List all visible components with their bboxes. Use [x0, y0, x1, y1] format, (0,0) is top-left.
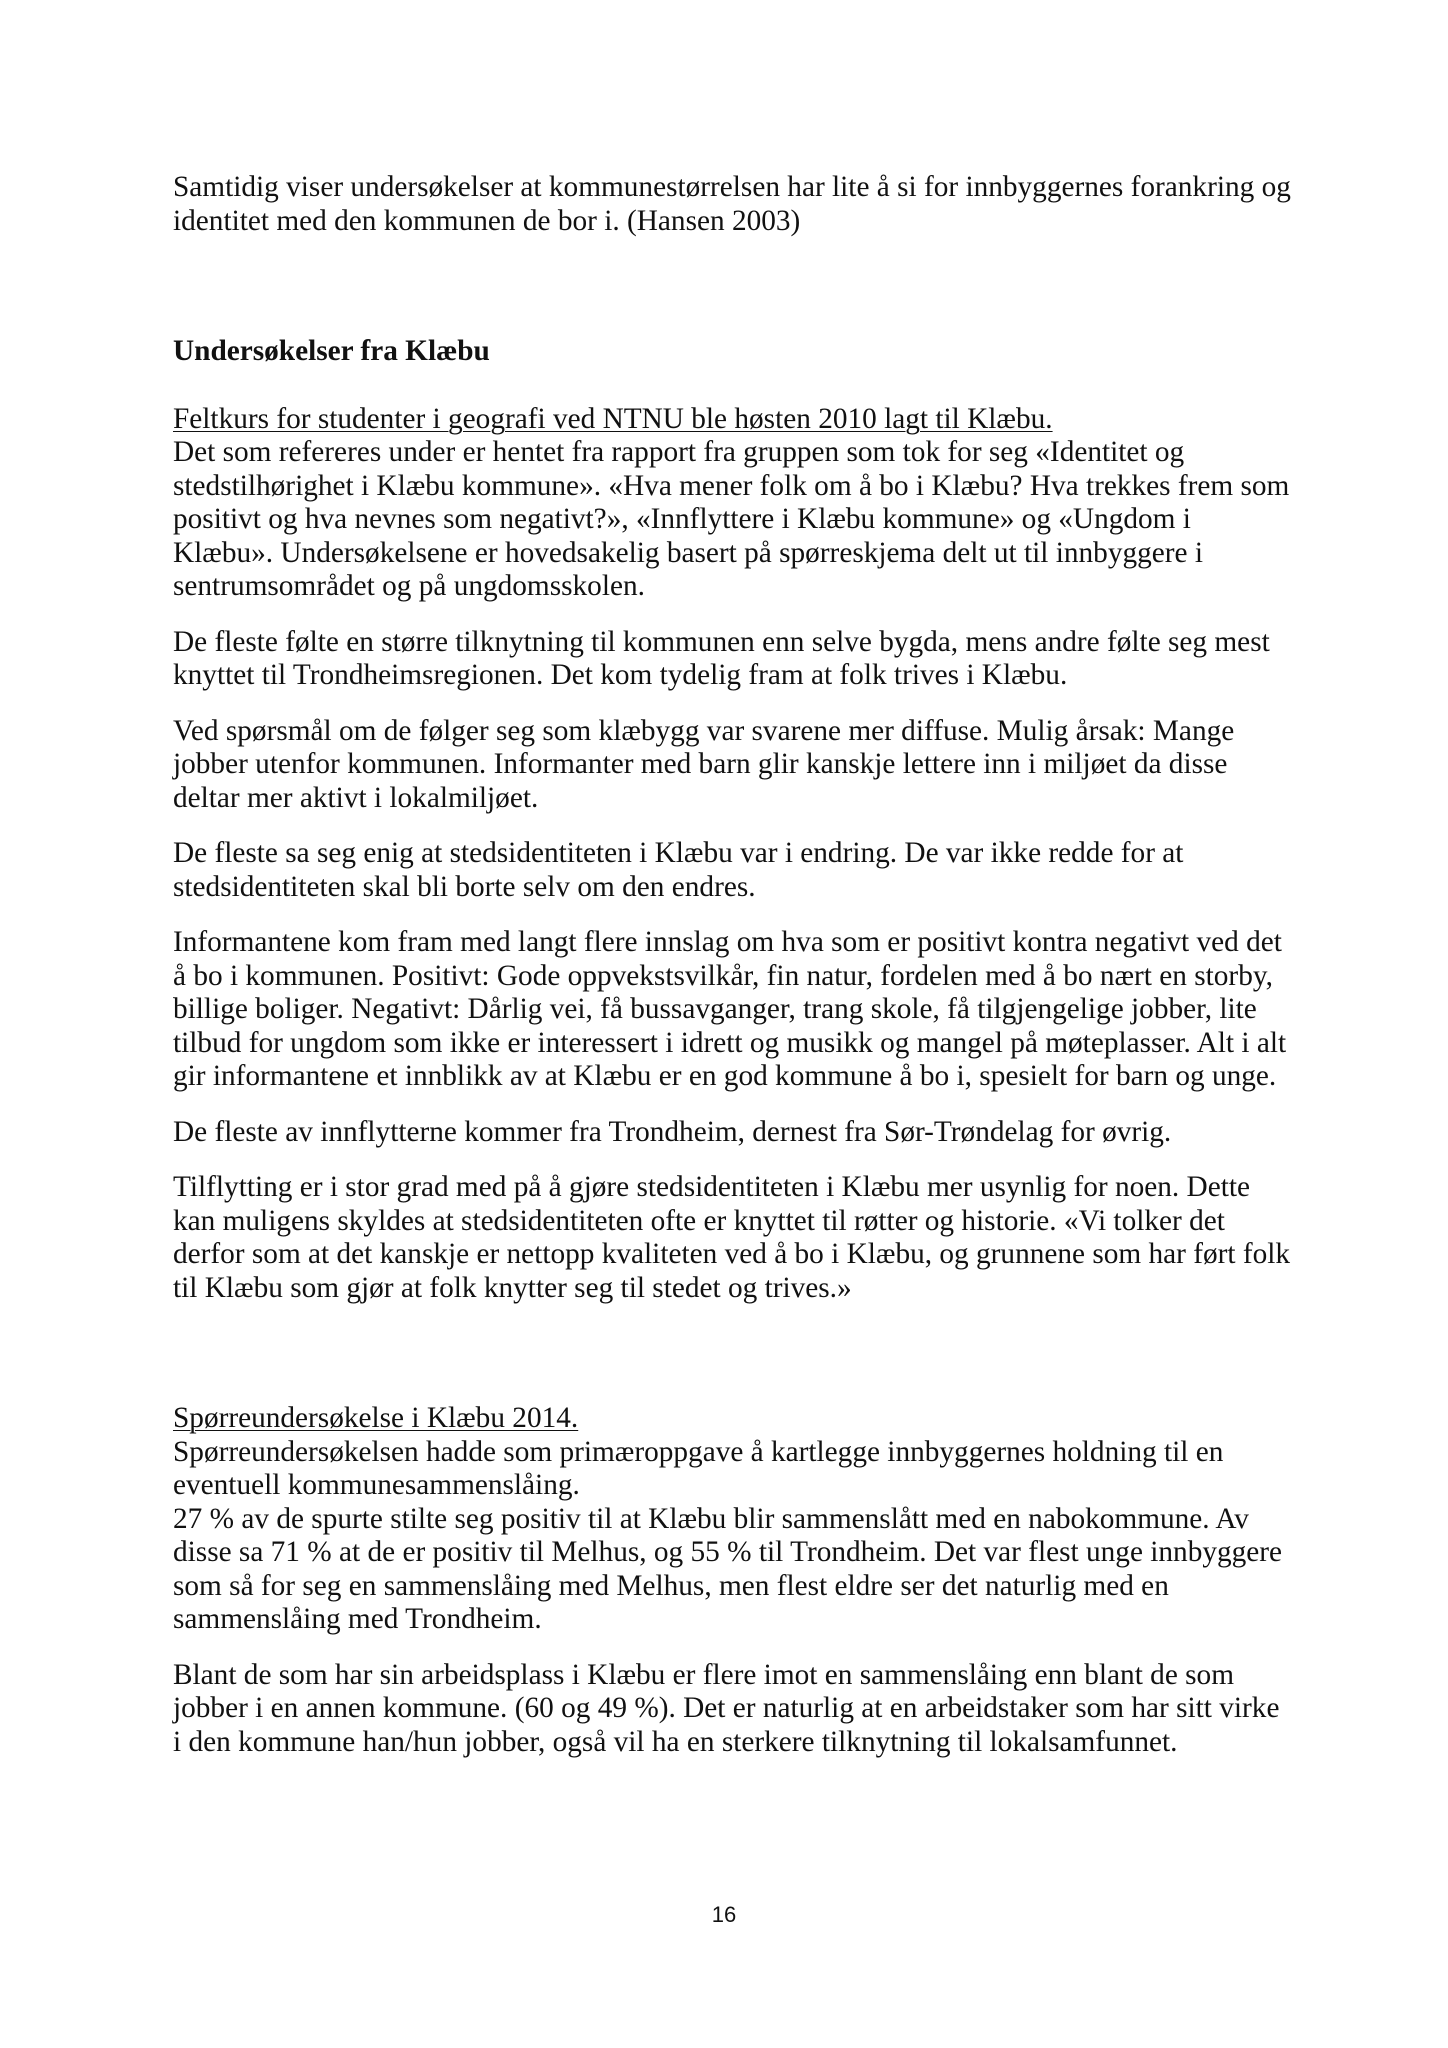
paragraph-intro: Samtidig viser undersøkelser at kommunestørrelsen har lite å si for innbyggernes forankring og identitet med den kommunen de bor i. (Hansen 2003) — [173, 171, 1291, 237]
page-body — [173, 171, 1293, 1759]
page-number: 16 — [711, 1902, 737, 1927]
paragraph-positivt-negativt: Informantene kom fram med langt flere innslag om hva som er positivt kontra negativt ved det å bo i kommunen. Positivt: Gode oppvekstsvilkår, fin natur, fordelen med å bo nært en storby, billige boliger. Negativt: Dårlig vei, få bussavganger, trang skole, få tilgjengelige jobber, lite tilbud for ungdom som ikke er interessert i idrett og musikk og mangel på møteplasser. Alt i alt gir informantene et innblikk av at Klæbu er en god kommune å bo i, spesielt for barn og unge. — [173, 926, 1287, 1092]
paragraph-tilknytning: De fleste følte en større tilknytning til kommunen enn selve bygda, mens andre følte seg mest knyttet til Trondheimsregionen. Det kom tydelig fram at folk trives i Klæbu. — [173, 625, 1270, 691]
survey-title: Spørreundersøkelse i Klæbu 2014. — [173, 1402, 579, 1434]
paragraph-feltkurs-body: Det som refereres under er hentet fra rapport fra gruppen som tok for seg «Identitet og stedstilhørighet i Klæbu kommune». «Hva mener folk om å bo i Klæbu? Hva trekkes frem som positivt og hva nevnes som negativt?», «Innflyttere i Klæbu kommune» og «Ungdom i Klæbu». Undersøkelsene er hovedsakelig basert på spørreskjema delt ut til innbyggere i sentrumsområdet og på ungdomsskolen. — [173, 436, 1290, 602]
paragraph-stedsidentitet: De fleste sa seg enig at stedsidentiteten i Klæbu var i endring. De var ikke redde for at stedsidentiteten skal bli borte selv om den endres. — [173, 837, 1184, 903]
section-heading: Undersøkelser fra Klæbu — [173, 335, 490, 367]
paragraph-arbeidsplass: Blant de som har sin arbeidsplass i Klæbu er flere imot en sammenslåing enn blant de som jobber i en annen kommune. (60 og 49 %). Det er naturlig at en arbeidstaker som har sitt virke i den kommune han/hun jobber, også vil ha en sterkere tilknytning til lokalsamfunnet. — [173, 1658, 1280, 1758]
paragraph-survey-results: 27 % av de spurte stilte seg positiv til at Klæbu blir sammenslått med en nabokommune. Av disse sa 71 % at de er positiv til Melhus, og 55 % til Trondheim. Det var flest unge innbyggere som så for seg en sammenslåing med Melhus, men flest eldre ser det naturlig med en sammenslåing med Trondheim. — [173, 1502, 1283, 1635]
paragraph-survey-purpose: Spørreundersøkelsen hadde som primæroppgave å kartlegge innbyggernes holdning til en eventuell kommunesammenslåing. — [173, 1435, 1224, 1501]
paragraph-innflyttere: De fleste av innflytterne kommer fra Trondheim, dernest fra Sør-Trøndelag for øvrig. — [173, 1115, 1172, 1148]
paragraph-klaebygg: Ved spørsmål om de følger seg som klæbygg var svarene mer diffuse. Mulig årsak: Mange jobber utenfor kommunen. Informanter med barn glir kanskje lettere inn i miljøet da disse deltar mer aktivt i lokalmiljøet. — [173, 714, 1235, 814]
feltkurs-title: Feltkurs for studenter i geografi ved NTNU ble høsten 2010 lagt til Klæbu. — [173, 402, 1053, 435]
paragraph-tilflytting: Tilflytting er i stor grad med på å gjøre stedsidentiteten i Klæbu mer usynlig for noen. Dette kan muligens skyldes at stedsidentiteten ofte er knyttet til røtter og historie. «Vi tolker det derfor som at det kanskje er nettopp kvaliteten ved å bo i Klæbu, og grunnene som har ført folk til Klæbu som gjør at folk knytter seg til stedet og trives.» — [173, 1171, 1291, 1304]
